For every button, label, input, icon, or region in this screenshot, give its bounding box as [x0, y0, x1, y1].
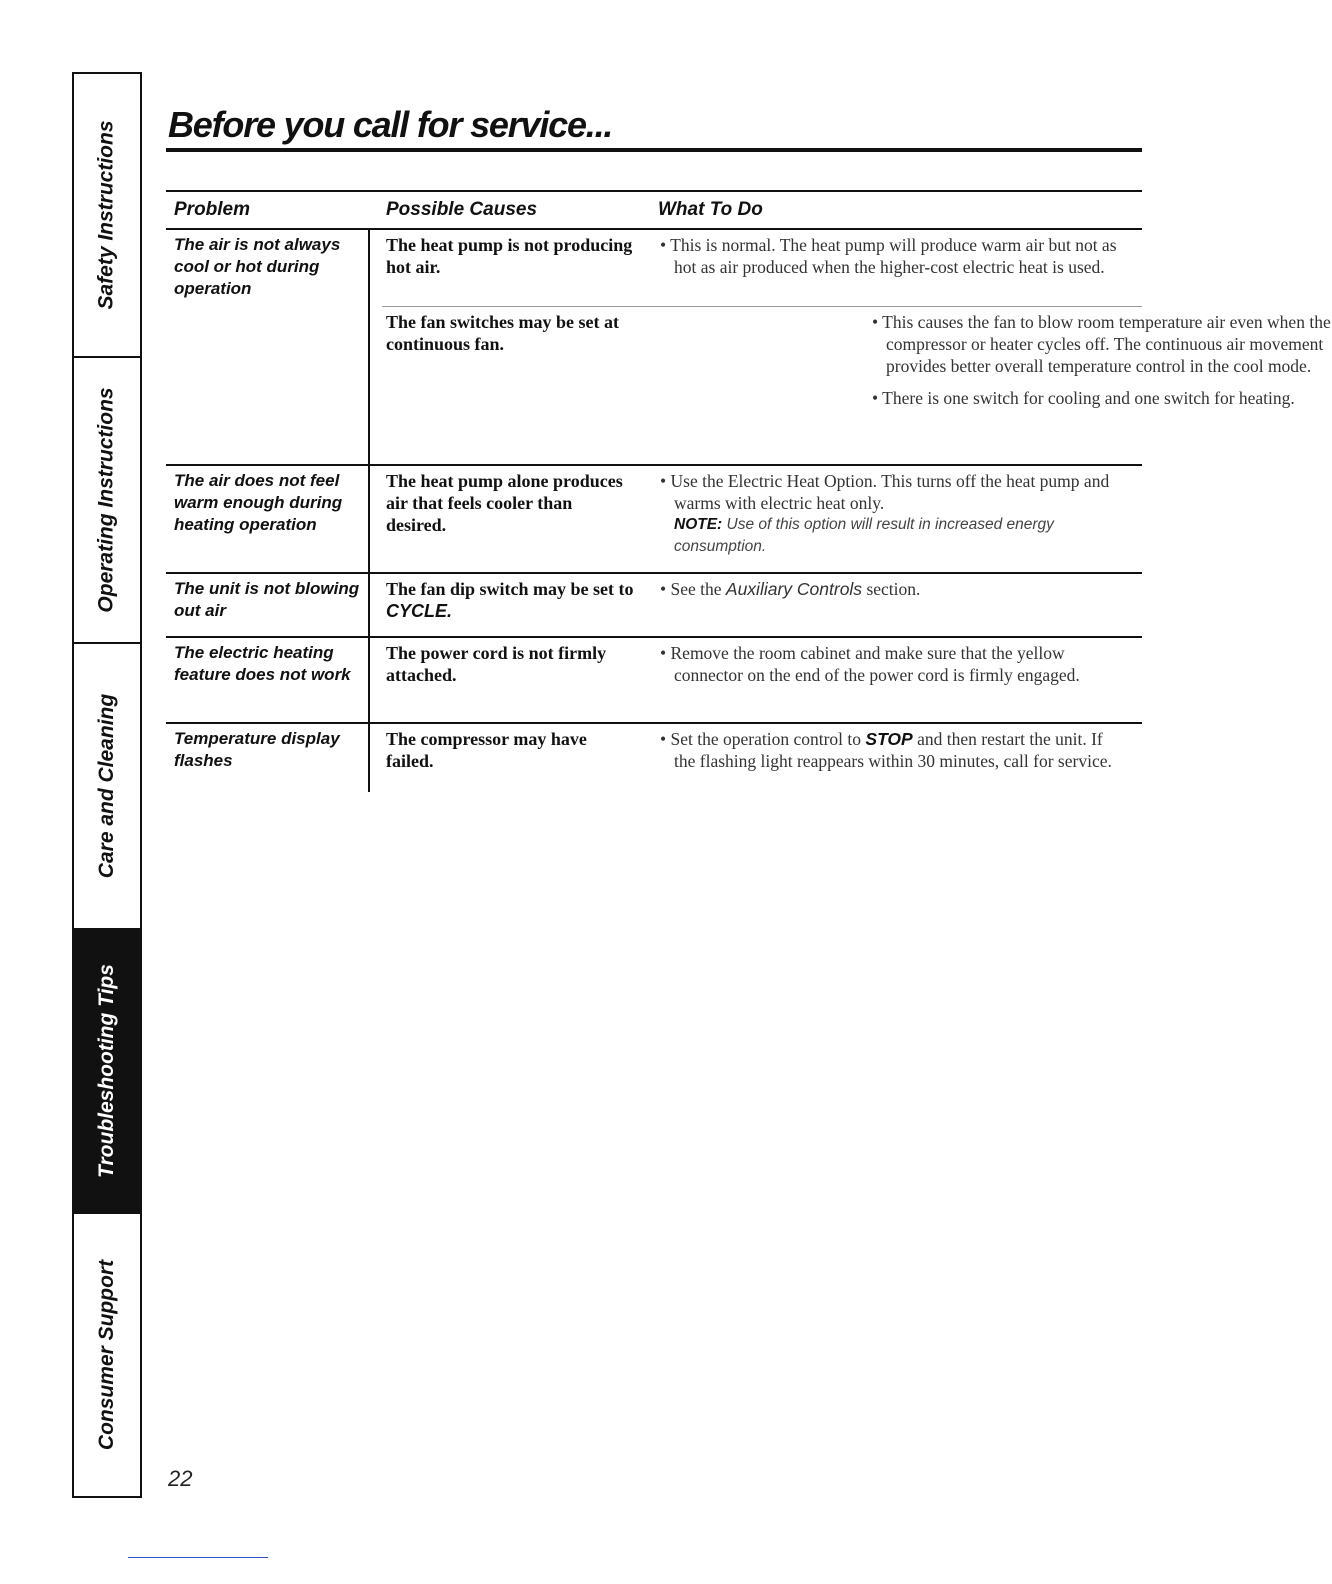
note-body: Use of this option will result in increased energy consumption. [674, 516, 1054, 555]
tab-consumer-support[interactable] [74, 1214, 140, 1496]
table-header [166, 190, 1142, 230]
table-row [166, 230, 1331, 466]
problem-text: The electric heating feature does not work [174, 643, 351, 684]
cause-text: The heat pump alone produces air that feels cooler than desired. [386, 471, 623, 535]
todo-emph: Auxiliary Controls [725, 579, 863, 599]
note-label: NOTE: [674, 516, 723, 533]
todo-bullet [660, 578, 1120, 600]
todo-bullet: • This causes the fan to blow room temperature air even when the compressor or heater cycles off. The continuous air movement provides better overall temperature control in the cool mode. [872, 312, 1331, 376]
note-text [660, 514, 1120, 558]
problem-text: Temperature display flashes [174, 729, 340, 770]
cause-text: The fan switches may be set at continuous fan. [386, 312, 619, 354]
todo-text [660, 728, 1120, 782]
column-divider [368, 638, 370, 722]
todo-pre: • See the [660, 579, 722, 599]
todo-bullet: • Remove the room cabinet and make sure that the yellow connector on the end of the power cord is firmly engaged. [660, 643, 1080, 685]
todo-text [660, 234, 1120, 288]
table-row [166, 574, 1142, 638]
cause-text [386, 578, 636, 622]
tab-label: Troubleshooting Tips [95, 964, 119, 1178]
table-row [166, 466, 1142, 574]
cause-text: The heat pump is not producing hot air. [386, 235, 633, 277]
tab-operating-instructions[interactable] [74, 358, 140, 644]
tab-label: Operating Instructions [95, 387, 118, 613]
tab-troubleshooting-tips[interactable] [74, 930, 140, 1214]
tab-label: Care and Cleaning [95, 693, 119, 879]
todo-text [660, 642, 1120, 696]
tab-care-and-cleaning[interactable] [74, 644, 140, 930]
troubleshooting-table [166, 190, 1331, 792]
todo-post: section. [866, 579, 921, 599]
todo-text [660, 470, 1120, 558]
todo-bullet: • Use the Electric Heat Option. This turns off the heat pump and warms with electric heat only. [660, 471, 1110, 513]
title-divider [166, 148, 1142, 152]
todo-bullet [660, 728, 1120, 772]
tab-label: Safety Instructions [95, 120, 119, 310]
todo-text [872, 311, 1332, 419]
page-title: Before you call for service... [168, 104, 613, 145]
tab-label: Consumer Support [95, 1259, 119, 1451]
todo-text [660, 578, 1120, 610]
todo-post: and then restart the unit. If the flashing light reappears within 30 minutes, call for service. [674, 729, 1112, 771]
problem-text: The unit is not blowing out air [174, 579, 360, 620]
tab-safety-instructions[interactable] [74, 74, 140, 358]
table-row [166, 724, 1142, 792]
cause-emph: CYCLE. [386, 601, 453, 621]
todo-bullet: • This is normal. The heat pump will produce warm air but not as hot as air produced when the higher-cost electric heat is used. [660, 235, 1117, 277]
page-number: 22 [168, 1466, 193, 1491]
header-todo: What To Do [658, 199, 763, 220]
header-problem: Problem [174, 199, 251, 220]
column-divider [368, 574, 370, 636]
footer-rule [128, 1557, 268, 1558]
todo-pre: • Set the operation control to [660, 729, 862, 749]
cause-block [382, 306, 1331, 463]
cause-text: The power cord is not firmly attached. [386, 643, 607, 685]
section-tabs [72, 72, 142, 1498]
cause-pre: The fan dip switch may be set to [386, 579, 634, 599]
todo-emph: STOP [865, 729, 913, 749]
column-divider [368, 724, 370, 792]
column-divider [368, 466, 370, 572]
header-causes: Possible Causes [386, 199, 538, 220]
cause-text: The compressor may have failed. [386, 729, 587, 771]
problem-text: The air does not feel warm enough during heating operation [174, 471, 343, 534]
problem-text: The air is not always cool or hot during operation [174, 235, 341, 298]
todo-bullet: • There is one switch for cooling and one switch for heating. [872, 388, 1295, 408]
table-row [166, 638, 1142, 724]
cause-block [166, 230, 1142, 306]
